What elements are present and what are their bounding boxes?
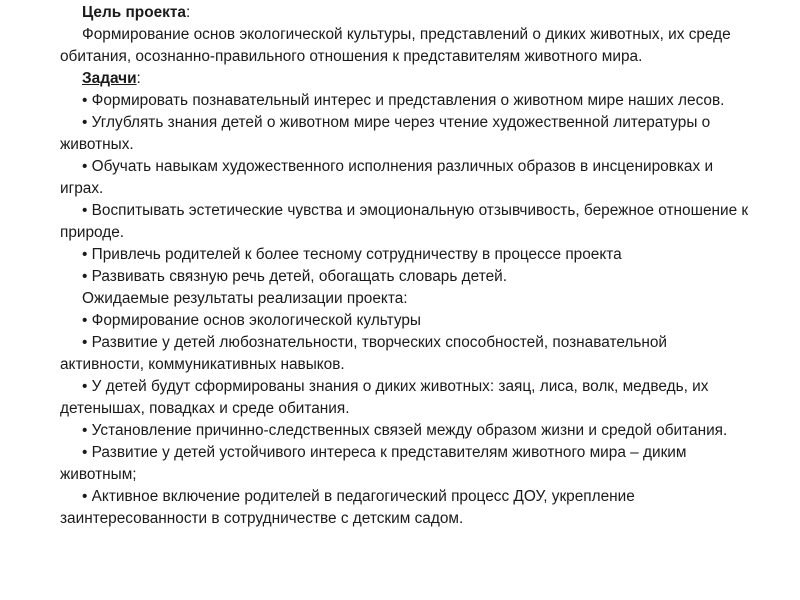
task-item: • Углублять знания детей о животном мире через чтение художественной литературы о животных. xyxy=(60,114,711,153)
result-item: • У детей будут сформированы знания о диких животных: заяц, лиса, волк, медведь, их детенышах, повадках и среде обитания. xyxy=(60,378,709,417)
tasks-heading-text: Задачи xyxy=(82,70,137,87)
task-item: • Развивать связную речь детей, обогащать словарь детей. xyxy=(82,268,507,285)
results-heading: Ожидаемые результаты реализации проекта: xyxy=(82,290,408,307)
goal-heading-colon: : xyxy=(185,4,191,21)
goal-heading-text: Цель проекта xyxy=(82,4,186,21)
result-item: • Формирование основ экологической культуры xyxy=(82,312,421,329)
result-item: • Установление причинно-следственных связей между образом жизни и средой обитания. xyxy=(82,422,728,439)
goal-text: Формирование основ экологической культуры, представлений о диких животных, их среде обитания, осознанно-правильного отношения к представителям животного мира. xyxy=(60,26,731,65)
task-item: • Формировать познавательный интерес и представления о животном мире наших лесов. xyxy=(82,92,725,109)
task-item: • Воспитывать эстетические чувства и эмоциональную отзывчивость, бережное отношение к природе. xyxy=(60,202,749,241)
result-item: • Активное включение родителей в педагогический процесс ДОУ, укрепление заинтересованности в сотрудничестве с детским садом. xyxy=(60,488,635,527)
tasks-heading-colon: : xyxy=(136,70,141,87)
goal-heading xyxy=(60,2,750,24)
document-body xyxy=(60,2,750,530)
tasks-heading xyxy=(60,68,750,90)
task-item: • Обучать навыкам художественного исполнения различных образов в инсценировках и играх. xyxy=(60,158,714,197)
task-item: • Привлечь родителей к более тесному сотрудничеству в процессе проекта xyxy=(82,246,622,263)
result-item: • Развитие у детей устойчивого интереса к представителям животного мира – диким животным; xyxy=(60,444,687,483)
result-item: • Развитие у детей любознательности, творческих способностей, познавательной активности, коммуникативных навыков. xyxy=(60,334,668,373)
